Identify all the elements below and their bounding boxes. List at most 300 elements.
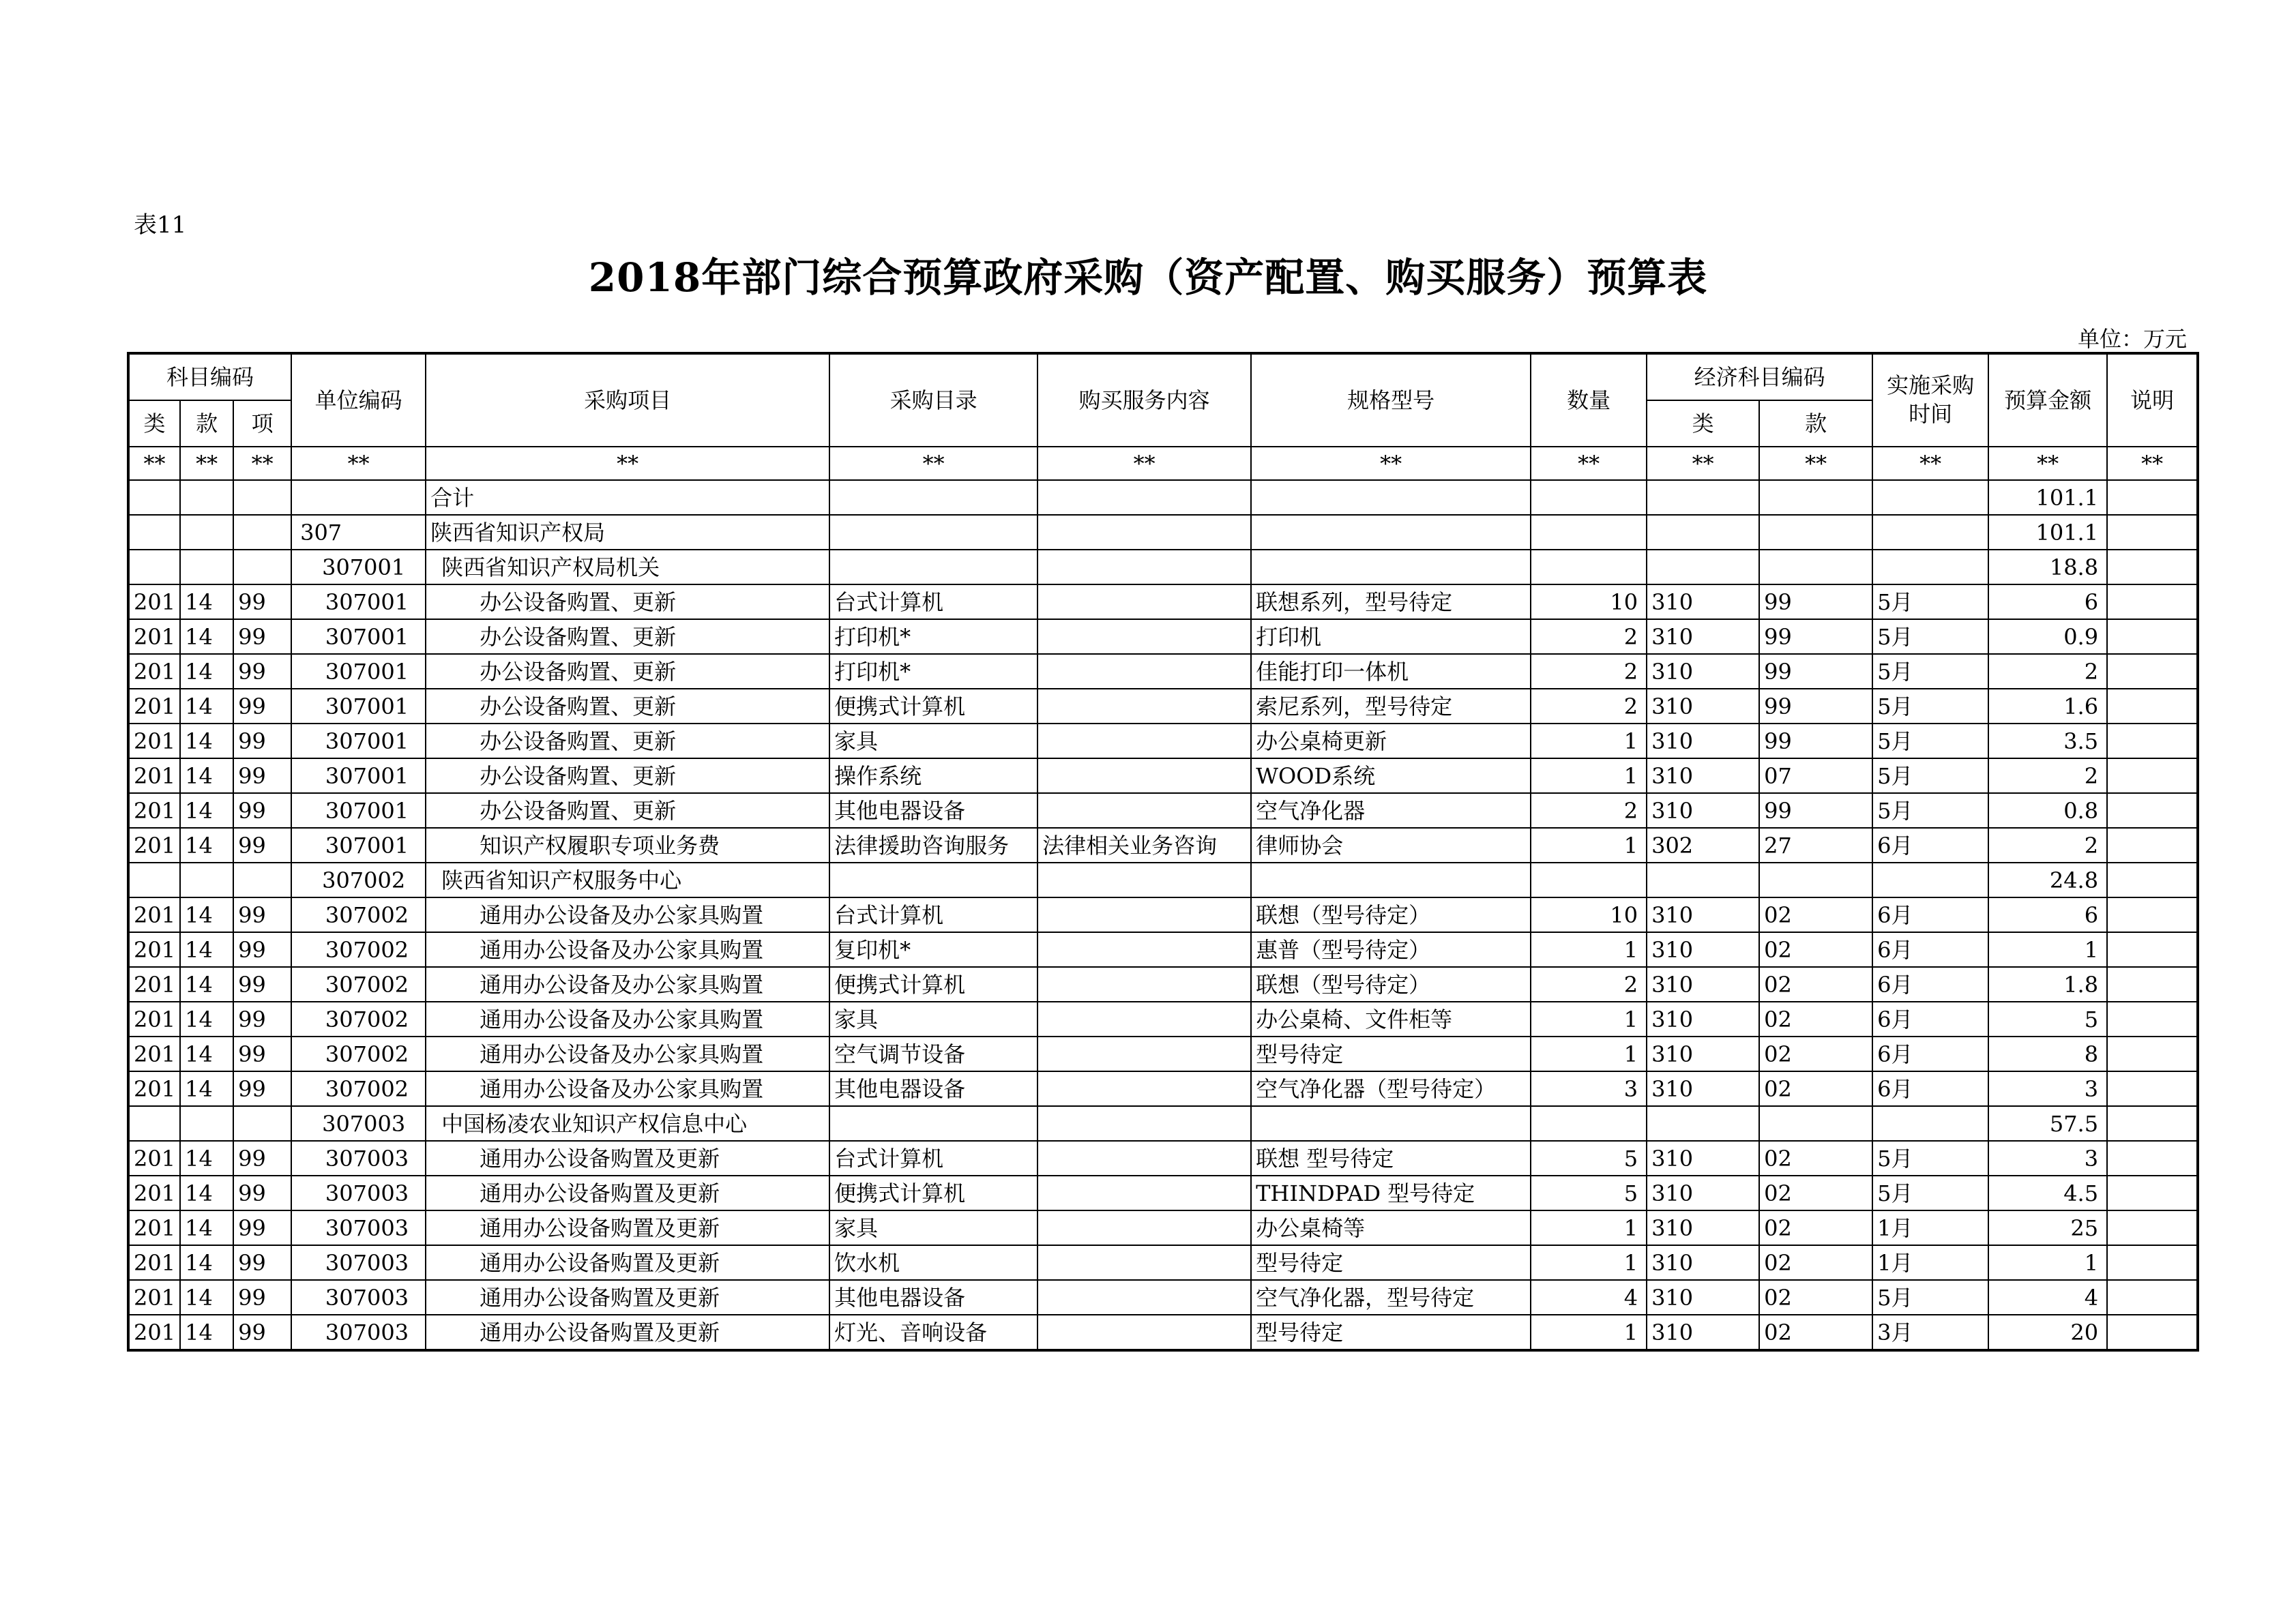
catalog-cell: 其他电器设备 bbox=[829, 793, 1037, 828]
table-row bbox=[128, 1210, 2198, 1245]
econ-lei-cell: 310 bbox=[1647, 897, 1759, 932]
unit-code: 307003 bbox=[291, 1106, 426, 1141]
kuan-cell: 14 bbox=[180, 1315, 233, 1350]
table-row bbox=[128, 758, 2198, 793]
star-cell: ** bbox=[1988, 447, 2107, 480]
amount-cell: 5 bbox=[1988, 1002, 2107, 1037]
time-cell: 1月 bbox=[1872, 1245, 1988, 1280]
econ-lei-cell: 310 bbox=[1647, 1176, 1759, 1210]
qty-cell: 1 bbox=[1531, 1002, 1647, 1037]
kuan-cell: 14 bbox=[180, 1002, 233, 1037]
header-econ-kuan: 款 bbox=[1759, 400, 1872, 447]
unit-code-cell: 307003 bbox=[291, 1315, 426, 1350]
kuan-cell: 14 bbox=[180, 1210, 233, 1245]
xiang-cell: 99 bbox=[233, 1002, 291, 1037]
amount-cell: 3 bbox=[1988, 1141, 2107, 1176]
amount-cell: 1.8 bbox=[1988, 967, 2107, 1002]
unit-code-cell: 307001 bbox=[291, 689, 426, 724]
service-cell bbox=[1037, 1176, 1251, 1210]
econ-kuan-cell: 99 bbox=[1759, 619, 1872, 654]
econ-kuan-cell: 99 bbox=[1759, 793, 1872, 828]
lei-cell: 201 bbox=[128, 1210, 180, 1245]
note-cell bbox=[2107, 1141, 2198, 1176]
project-cell: 通用办公设备购置及更新 bbox=[426, 1141, 829, 1176]
spec-cell: 联想（型号待定） bbox=[1251, 967, 1531, 1002]
amount-cell: 25 bbox=[1988, 1210, 2107, 1245]
kuan-cell: 14 bbox=[180, 793, 233, 828]
lei-cell: 201 bbox=[128, 1245, 180, 1280]
note-cell bbox=[2107, 967, 2198, 1002]
lei-cell: 201 bbox=[128, 1071, 180, 1106]
qty-cell: 1 bbox=[1531, 724, 1647, 758]
lei-cell: 201 bbox=[128, 1037, 180, 1071]
note-cell bbox=[2107, 1315, 2198, 1350]
amount-cell: 6 bbox=[1988, 897, 2107, 932]
note-cell bbox=[2107, 1002, 2198, 1037]
catalog-cell: 家具 bbox=[829, 1002, 1037, 1037]
note-cell bbox=[2107, 654, 2198, 689]
qty-cell: 2 bbox=[1531, 619, 1647, 654]
project-cell: 办公设备购置、更新 bbox=[426, 619, 829, 654]
total-row bbox=[128, 480, 2198, 515]
econ-kuan-cell: 02 bbox=[1759, 1141, 1872, 1176]
project-cell: 办公设备购置、更新 bbox=[426, 689, 829, 724]
spec-cell: 佳能打印一体机 bbox=[1251, 654, 1531, 689]
econ-kuan-cell: 02 bbox=[1759, 1002, 1872, 1037]
lei-cell: 201 bbox=[128, 967, 180, 1002]
project-cell: 办公设备购置、更新 bbox=[426, 584, 829, 619]
table-row bbox=[128, 1002, 2198, 1037]
project-cell: 通用办公设备购置及更新 bbox=[426, 1280, 829, 1315]
table-row bbox=[128, 793, 2198, 828]
econ-lei-cell: 310 bbox=[1647, 724, 1759, 758]
xiang-cell: 99 bbox=[233, 1037, 291, 1071]
star-cell: ** bbox=[1759, 447, 1872, 480]
econ-kuan-cell: 02 bbox=[1759, 1071, 1872, 1106]
econ-kuan-cell: 02 bbox=[1759, 1037, 1872, 1071]
econ-kuan-cell: 99 bbox=[1759, 654, 1872, 689]
star-cell: ** bbox=[180, 447, 233, 480]
table-row bbox=[128, 619, 2198, 654]
time-cell: 5月 bbox=[1872, 724, 1988, 758]
header-kuan: 款 bbox=[180, 400, 233, 447]
time-cell: 5月 bbox=[1872, 654, 1988, 689]
table-row bbox=[128, 1245, 2198, 1280]
econ-lei-cell: 310 bbox=[1647, 1141, 1759, 1176]
spec-cell: 办公桌椅等 bbox=[1251, 1210, 1531, 1245]
spec-cell: 办公桌椅更新 bbox=[1251, 724, 1531, 758]
page-title: 2018年部门综合预算政府采购（资产配置、购买服务）预算表 bbox=[588, 254, 1708, 301]
kuan-cell: 14 bbox=[180, 1280, 233, 1315]
table-row bbox=[128, 724, 2198, 758]
unit-code-cell: 307002 bbox=[291, 1037, 426, 1071]
econ-kuan-cell: 02 bbox=[1759, 932, 1872, 967]
kuan-cell: 14 bbox=[180, 967, 233, 1002]
service-cell bbox=[1037, 1141, 1251, 1176]
unit-name: 中国杨凌农业知识产权信息中心 bbox=[426, 1106, 829, 1141]
header-spec: 规格型号 bbox=[1251, 353, 1531, 447]
unit-code-cell: 307002 bbox=[291, 932, 426, 967]
service-cell bbox=[1037, 967, 1251, 1002]
unit-code-cell: 307002 bbox=[291, 1002, 426, 1037]
time-cell: 6月 bbox=[1872, 1002, 1988, 1037]
econ-lei-cell: 310 bbox=[1647, 1002, 1759, 1037]
table-row bbox=[128, 689, 2198, 724]
econ-lei-cell: 310 bbox=[1647, 793, 1759, 828]
spec-cell: 空气净化器，型号待定 bbox=[1251, 1280, 1531, 1315]
table-row bbox=[128, 828, 2198, 863]
lei-cell: 201 bbox=[128, 1315, 180, 1350]
note-cell bbox=[2107, 828, 2198, 863]
header-note: 说明 bbox=[2107, 353, 2198, 447]
unit-amount: 24.8 bbox=[1988, 863, 2107, 897]
catalog-cell: 其他电器设备 bbox=[829, 1280, 1037, 1315]
project-cell: 通用办公设备及办公家具购置 bbox=[426, 897, 829, 932]
qty-cell: 5 bbox=[1531, 1176, 1647, 1210]
budget-table bbox=[127, 352, 2199, 1352]
service-cell bbox=[1037, 793, 1251, 828]
amount-cell: 1.6 bbox=[1988, 689, 2107, 724]
amount-cell: 0.8 bbox=[1988, 793, 2107, 828]
amount-cell: 3 bbox=[1988, 1071, 2107, 1106]
project-cell: 办公设备购置、更新 bbox=[426, 758, 829, 793]
econ-kuan-cell: 99 bbox=[1759, 689, 1872, 724]
xiang-cell: 99 bbox=[233, 1245, 291, 1280]
service-cell bbox=[1037, 1002, 1251, 1037]
spec-cell: 联想 型号待定 bbox=[1251, 1141, 1531, 1176]
catalog-cell: 打印机* bbox=[829, 654, 1037, 689]
note-cell bbox=[2107, 1210, 2198, 1245]
lei-cell: 201 bbox=[128, 1002, 180, 1037]
department-name: 陕西省知识产权局 bbox=[426, 515, 829, 550]
star-cell: ** bbox=[1531, 447, 1647, 480]
xiang-cell: 99 bbox=[233, 1176, 291, 1210]
catalog-cell: 法律援助咨询服务 bbox=[829, 828, 1037, 863]
header-subject-code: 科目编码 bbox=[128, 353, 291, 400]
header-lei: 类 bbox=[128, 400, 180, 447]
xiang-cell: 99 bbox=[233, 828, 291, 863]
time-cell: 5月 bbox=[1872, 619, 1988, 654]
project-cell: 通用办公设备购置及更新 bbox=[426, 1315, 829, 1350]
kuan-cell: 14 bbox=[180, 619, 233, 654]
spec-cell: 型号待定 bbox=[1251, 1037, 1531, 1071]
unit-code-cell: 307001 bbox=[291, 619, 426, 654]
note-cell bbox=[2107, 1037, 2198, 1071]
qty-cell: 2 bbox=[1531, 689, 1647, 724]
catalog-cell: 便携式计算机 bbox=[829, 689, 1037, 724]
econ-kuan-cell: 02 bbox=[1759, 967, 1872, 1002]
table-number-label: 表11 bbox=[134, 211, 187, 239]
department-code: 307 bbox=[291, 515, 426, 550]
time-cell: 6月 bbox=[1872, 828, 1988, 863]
catalog-cell: 复印机* bbox=[829, 932, 1037, 967]
star-cell: ** bbox=[233, 447, 291, 480]
kuan-cell: 14 bbox=[180, 1141, 233, 1176]
lei-cell: 201 bbox=[128, 1280, 180, 1315]
unit-amount: 57.5 bbox=[1988, 1106, 2107, 1141]
unit-code-cell: 307003 bbox=[291, 1176, 426, 1210]
lei-cell: 201 bbox=[128, 584, 180, 619]
unit-code-cell: 307002 bbox=[291, 967, 426, 1002]
amount-cell: 20 bbox=[1988, 1315, 2107, 1350]
table-row bbox=[128, 967, 2198, 1002]
time-cell: 5月 bbox=[1872, 1141, 1988, 1176]
xiang-cell: 99 bbox=[233, 689, 291, 724]
unit-name: 陕西省知识产权局机关 bbox=[426, 550, 829, 584]
amount-cell: 4 bbox=[1988, 1280, 2107, 1315]
service-cell bbox=[1037, 724, 1251, 758]
qty-cell: 1 bbox=[1531, 758, 1647, 793]
econ-lei-cell: 302 bbox=[1647, 828, 1759, 863]
note-cell bbox=[2107, 689, 2198, 724]
lei-cell: 201 bbox=[128, 1176, 180, 1210]
amount-cell: 0.9 bbox=[1988, 619, 2107, 654]
project-cell: 办公设备购置、更新 bbox=[426, 793, 829, 828]
star-cell: ** bbox=[291, 447, 426, 480]
kuan-cell: 14 bbox=[180, 828, 233, 863]
econ-kuan-cell: 99 bbox=[1759, 584, 1872, 619]
econ-lei-cell: 310 bbox=[1647, 967, 1759, 1002]
table-row bbox=[128, 1037, 2198, 1071]
total-amount: 101.1 bbox=[1988, 480, 2107, 515]
catalog-cell: 家具 bbox=[829, 724, 1037, 758]
qty-cell: 3 bbox=[1531, 1071, 1647, 1106]
service-cell bbox=[1037, 689, 1251, 724]
unit-code-cell: 307001 bbox=[291, 793, 426, 828]
note-cell bbox=[2107, 1176, 2198, 1210]
star-cell: ** bbox=[426, 447, 829, 480]
star-cell: ** bbox=[829, 447, 1037, 480]
header-econ-lei: 类 bbox=[1647, 400, 1759, 447]
unit-code-cell: 307001 bbox=[291, 724, 426, 758]
table-row bbox=[128, 1280, 2198, 1315]
econ-lei-cell: 310 bbox=[1647, 1280, 1759, 1315]
star-cell: ** bbox=[1647, 447, 1759, 480]
xiang-cell: 99 bbox=[233, 793, 291, 828]
unit-subtotal-row bbox=[128, 550, 2198, 584]
header-service: 购买服务内容 bbox=[1037, 353, 1251, 447]
qty-cell: 1 bbox=[1531, 1315, 1647, 1350]
xiang-cell: 99 bbox=[233, 758, 291, 793]
project-cell: 通用办公设备及办公家具购置 bbox=[426, 1037, 829, 1071]
econ-lei-cell: 310 bbox=[1647, 1245, 1759, 1280]
unit-code-cell: 307001 bbox=[291, 828, 426, 863]
unit-code: 307002 bbox=[291, 863, 426, 897]
star-cell: ** bbox=[1872, 447, 1988, 480]
xiang-cell: 99 bbox=[233, 897, 291, 932]
note-cell bbox=[2107, 1071, 2198, 1106]
star-cell: ** bbox=[1251, 447, 1531, 480]
kuan-cell: 14 bbox=[180, 1071, 233, 1106]
amount-cell: 8 bbox=[1988, 1037, 2107, 1071]
lei-cell: 201 bbox=[128, 689, 180, 724]
header-project: 采购项目 bbox=[426, 353, 829, 447]
project-cell: 通用办公设备及办公家具购置 bbox=[426, 967, 829, 1002]
project-cell: 知识产权履职专项业务费 bbox=[426, 828, 829, 863]
spec-cell: WOOD系统 bbox=[1251, 758, 1531, 793]
qty-cell: 1 bbox=[1531, 1210, 1647, 1245]
time-cell: 5月 bbox=[1872, 793, 1988, 828]
amount-cell: 2 bbox=[1988, 828, 2107, 863]
time-cell: 5月 bbox=[1872, 1280, 1988, 1315]
econ-kuan-cell: 02 bbox=[1759, 1280, 1872, 1315]
service-cell bbox=[1037, 584, 1251, 619]
econ-kuan-cell: 99 bbox=[1759, 724, 1872, 758]
econ-kuan-cell: 02 bbox=[1759, 1245, 1872, 1280]
total-label: 合计 bbox=[426, 480, 829, 515]
unit-code-cell: 307001 bbox=[291, 654, 426, 689]
kuan-cell: 14 bbox=[180, 584, 233, 619]
header-econ-code: 经济科目编码 bbox=[1647, 353, 1872, 400]
kuan-cell: 14 bbox=[180, 897, 233, 932]
unit-code-cell: 307003 bbox=[291, 1141, 426, 1176]
xiang-cell: 99 bbox=[233, 932, 291, 967]
catalog-cell: 家具 bbox=[829, 1210, 1037, 1245]
qty-cell: 1 bbox=[1531, 1245, 1647, 1280]
lei-cell: 201 bbox=[128, 619, 180, 654]
project-cell: 通用办公设备购置及更新 bbox=[426, 1210, 829, 1245]
service-cell bbox=[1037, 758, 1251, 793]
econ-lei-cell: 310 bbox=[1647, 654, 1759, 689]
econ-lei-cell: 310 bbox=[1647, 689, 1759, 724]
star-cell: ** bbox=[128, 447, 180, 480]
econ-lei-cell: 310 bbox=[1647, 1210, 1759, 1245]
econ-kuan-cell: 02 bbox=[1759, 1210, 1872, 1245]
kuan-cell: 14 bbox=[180, 1245, 233, 1280]
unit-code-cell: 307003 bbox=[291, 1210, 426, 1245]
lei-cell: 201 bbox=[128, 897, 180, 932]
econ-kuan-cell: 02 bbox=[1759, 1315, 1872, 1350]
xiang-cell: 99 bbox=[233, 724, 291, 758]
table-row bbox=[128, 897, 2198, 932]
table-header bbox=[128, 353, 2198, 447]
note-cell bbox=[2107, 724, 2198, 758]
project-cell: 办公设备购置、更新 bbox=[426, 724, 829, 758]
lei-cell: 201 bbox=[128, 1141, 180, 1176]
header-catalog: 采购目录 bbox=[829, 353, 1037, 447]
spec-cell: 型号待定 bbox=[1251, 1245, 1531, 1280]
unit-subtotal-row bbox=[128, 863, 2198, 897]
project-cell: 办公设备购置、更新 bbox=[426, 654, 829, 689]
xiang-cell: 99 bbox=[233, 1210, 291, 1245]
xiang-cell: 99 bbox=[233, 584, 291, 619]
unit-name: 陕西省知识产权服务中心 bbox=[426, 863, 829, 897]
econ-lei-cell: 310 bbox=[1647, 758, 1759, 793]
xiang-cell: 99 bbox=[233, 1071, 291, 1106]
service-cell bbox=[1037, 1071, 1251, 1106]
note-cell bbox=[2107, 584, 2198, 619]
spec-cell: 律师协会 bbox=[1251, 828, 1531, 863]
spec-cell: THINDPAD 型号待定 bbox=[1251, 1176, 1531, 1210]
qty-cell: 5 bbox=[1531, 1141, 1647, 1176]
amount-cell: 6 bbox=[1988, 584, 2107, 619]
kuan-cell: 14 bbox=[180, 758, 233, 793]
catalog-cell: 便携式计算机 bbox=[829, 967, 1037, 1002]
project-cell: 通用办公设备购置及更新 bbox=[426, 1176, 829, 1210]
qty-cell: 4 bbox=[1531, 1280, 1647, 1315]
table-row bbox=[128, 1141, 2198, 1176]
catalog-cell: 便携式计算机 bbox=[829, 1176, 1037, 1210]
table-row bbox=[128, 1176, 2198, 1210]
header-qty: 数量 bbox=[1531, 353, 1647, 447]
lei-cell: 201 bbox=[128, 828, 180, 863]
star-cell: ** bbox=[1037, 447, 1251, 480]
econ-lei-cell: 310 bbox=[1647, 1315, 1759, 1350]
time-cell: 5月 bbox=[1872, 689, 1988, 724]
project-cell: 通用办公设备及办公家具购置 bbox=[426, 1071, 829, 1106]
unit-amount: 18.8 bbox=[1988, 550, 2107, 584]
amount-cell: 2 bbox=[1988, 654, 2107, 689]
qty-cell: 10 bbox=[1531, 584, 1647, 619]
qty-cell: 1 bbox=[1531, 1037, 1647, 1071]
time-cell: 5月 bbox=[1872, 584, 1988, 619]
unit-code-cell: 307003 bbox=[291, 1245, 426, 1280]
service-cell bbox=[1037, 1315, 1251, 1350]
amount-cell: 2 bbox=[1988, 758, 2107, 793]
catalog-cell: 其他电器设备 bbox=[829, 1071, 1037, 1106]
table-row bbox=[128, 932, 2198, 967]
table-row bbox=[128, 584, 2198, 619]
service-cell bbox=[1037, 1245, 1251, 1280]
unit-code-cell: 307002 bbox=[291, 1071, 426, 1106]
spec-cell: 空气净化器（型号待定） bbox=[1251, 1071, 1531, 1106]
unit-code-cell: 307002 bbox=[291, 897, 426, 932]
table-row bbox=[128, 1071, 2198, 1106]
unit-code-cell: 307001 bbox=[291, 758, 426, 793]
placeholder-row bbox=[128, 447, 2198, 480]
table-body bbox=[128, 447, 2198, 1350]
note-cell bbox=[2107, 758, 2198, 793]
time-cell: 6月 bbox=[1872, 932, 1988, 967]
qty-cell: 1 bbox=[1531, 828, 1647, 863]
econ-lei-cell: 310 bbox=[1647, 1037, 1759, 1071]
lei-cell: 201 bbox=[128, 932, 180, 967]
catalog-cell: 打印机* bbox=[829, 619, 1037, 654]
spec-cell: 型号待定 bbox=[1251, 1315, 1531, 1350]
service-cell bbox=[1037, 897, 1251, 932]
header-unit-code: 单位编码 bbox=[291, 353, 426, 447]
econ-lei-cell: 310 bbox=[1647, 1071, 1759, 1106]
econ-kuan-cell: 02 bbox=[1759, 1176, 1872, 1210]
spec-cell: 惠普（型号待定） bbox=[1251, 932, 1531, 967]
project-cell: 通用办公设备及办公家具购置 bbox=[426, 932, 829, 967]
kuan-cell: 14 bbox=[180, 1176, 233, 1210]
lei-cell: 201 bbox=[128, 793, 180, 828]
unit-code: 307001 bbox=[291, 550, 426, 584]
qty-cell: 2 bbox=[1531, 793, 1647, 828]
time-cell: 3月 bbox=[1872, 1315, 1988, 1350]
catalog-cell: 台式计算机 bbox=[829, 584, 1037, 619]
note-cell bbox=[2107, 932, 2198, 967]
note-cell bbox=[2107, 1280, 2198, 1315]
header-xiang: 项 bbox=[233, 400, 291, 447]
catalog-cell: 空气调节设备 bbox=[829, 1037, 1037, 1071]
spec-cell: 联想系列，型号待定 bbox=[1251, 584, 1531, 619]
service-cell bbox=[1037, 1037, 1251, 1071]
lei-cell: 201 bbox=[128, 758, 180, 793]
spec-cell: 办公桌椅、文件柜等 bbox=[1251, 1002, 1531, 1037]
star-cell: ** bbox=[2107, 447, 2198, 480]
kuan-cell: 14 bbox=[180, 724, 233, 758]
service-cell bbox=[1037, 1280, 1251, 1315]
xiang-cell: 99 bbox=[233, 1315, 291, 1350]
unit-subtotal-row bbox=[128, 1106, 2198, 1141]
department-amount: 101.1 bbox=[1988, 515, 2107, 550]
note-cell bbox=[2107, 1245, 2198, 1280]
time-cell: 6月 bbox=[1872, 967, 1988, 1002]
unit-code-cell: 307003 bbox=[291, 1280, 426, 1315]
lei-cell: 201 bbox=[128, 724, 180, 758]
